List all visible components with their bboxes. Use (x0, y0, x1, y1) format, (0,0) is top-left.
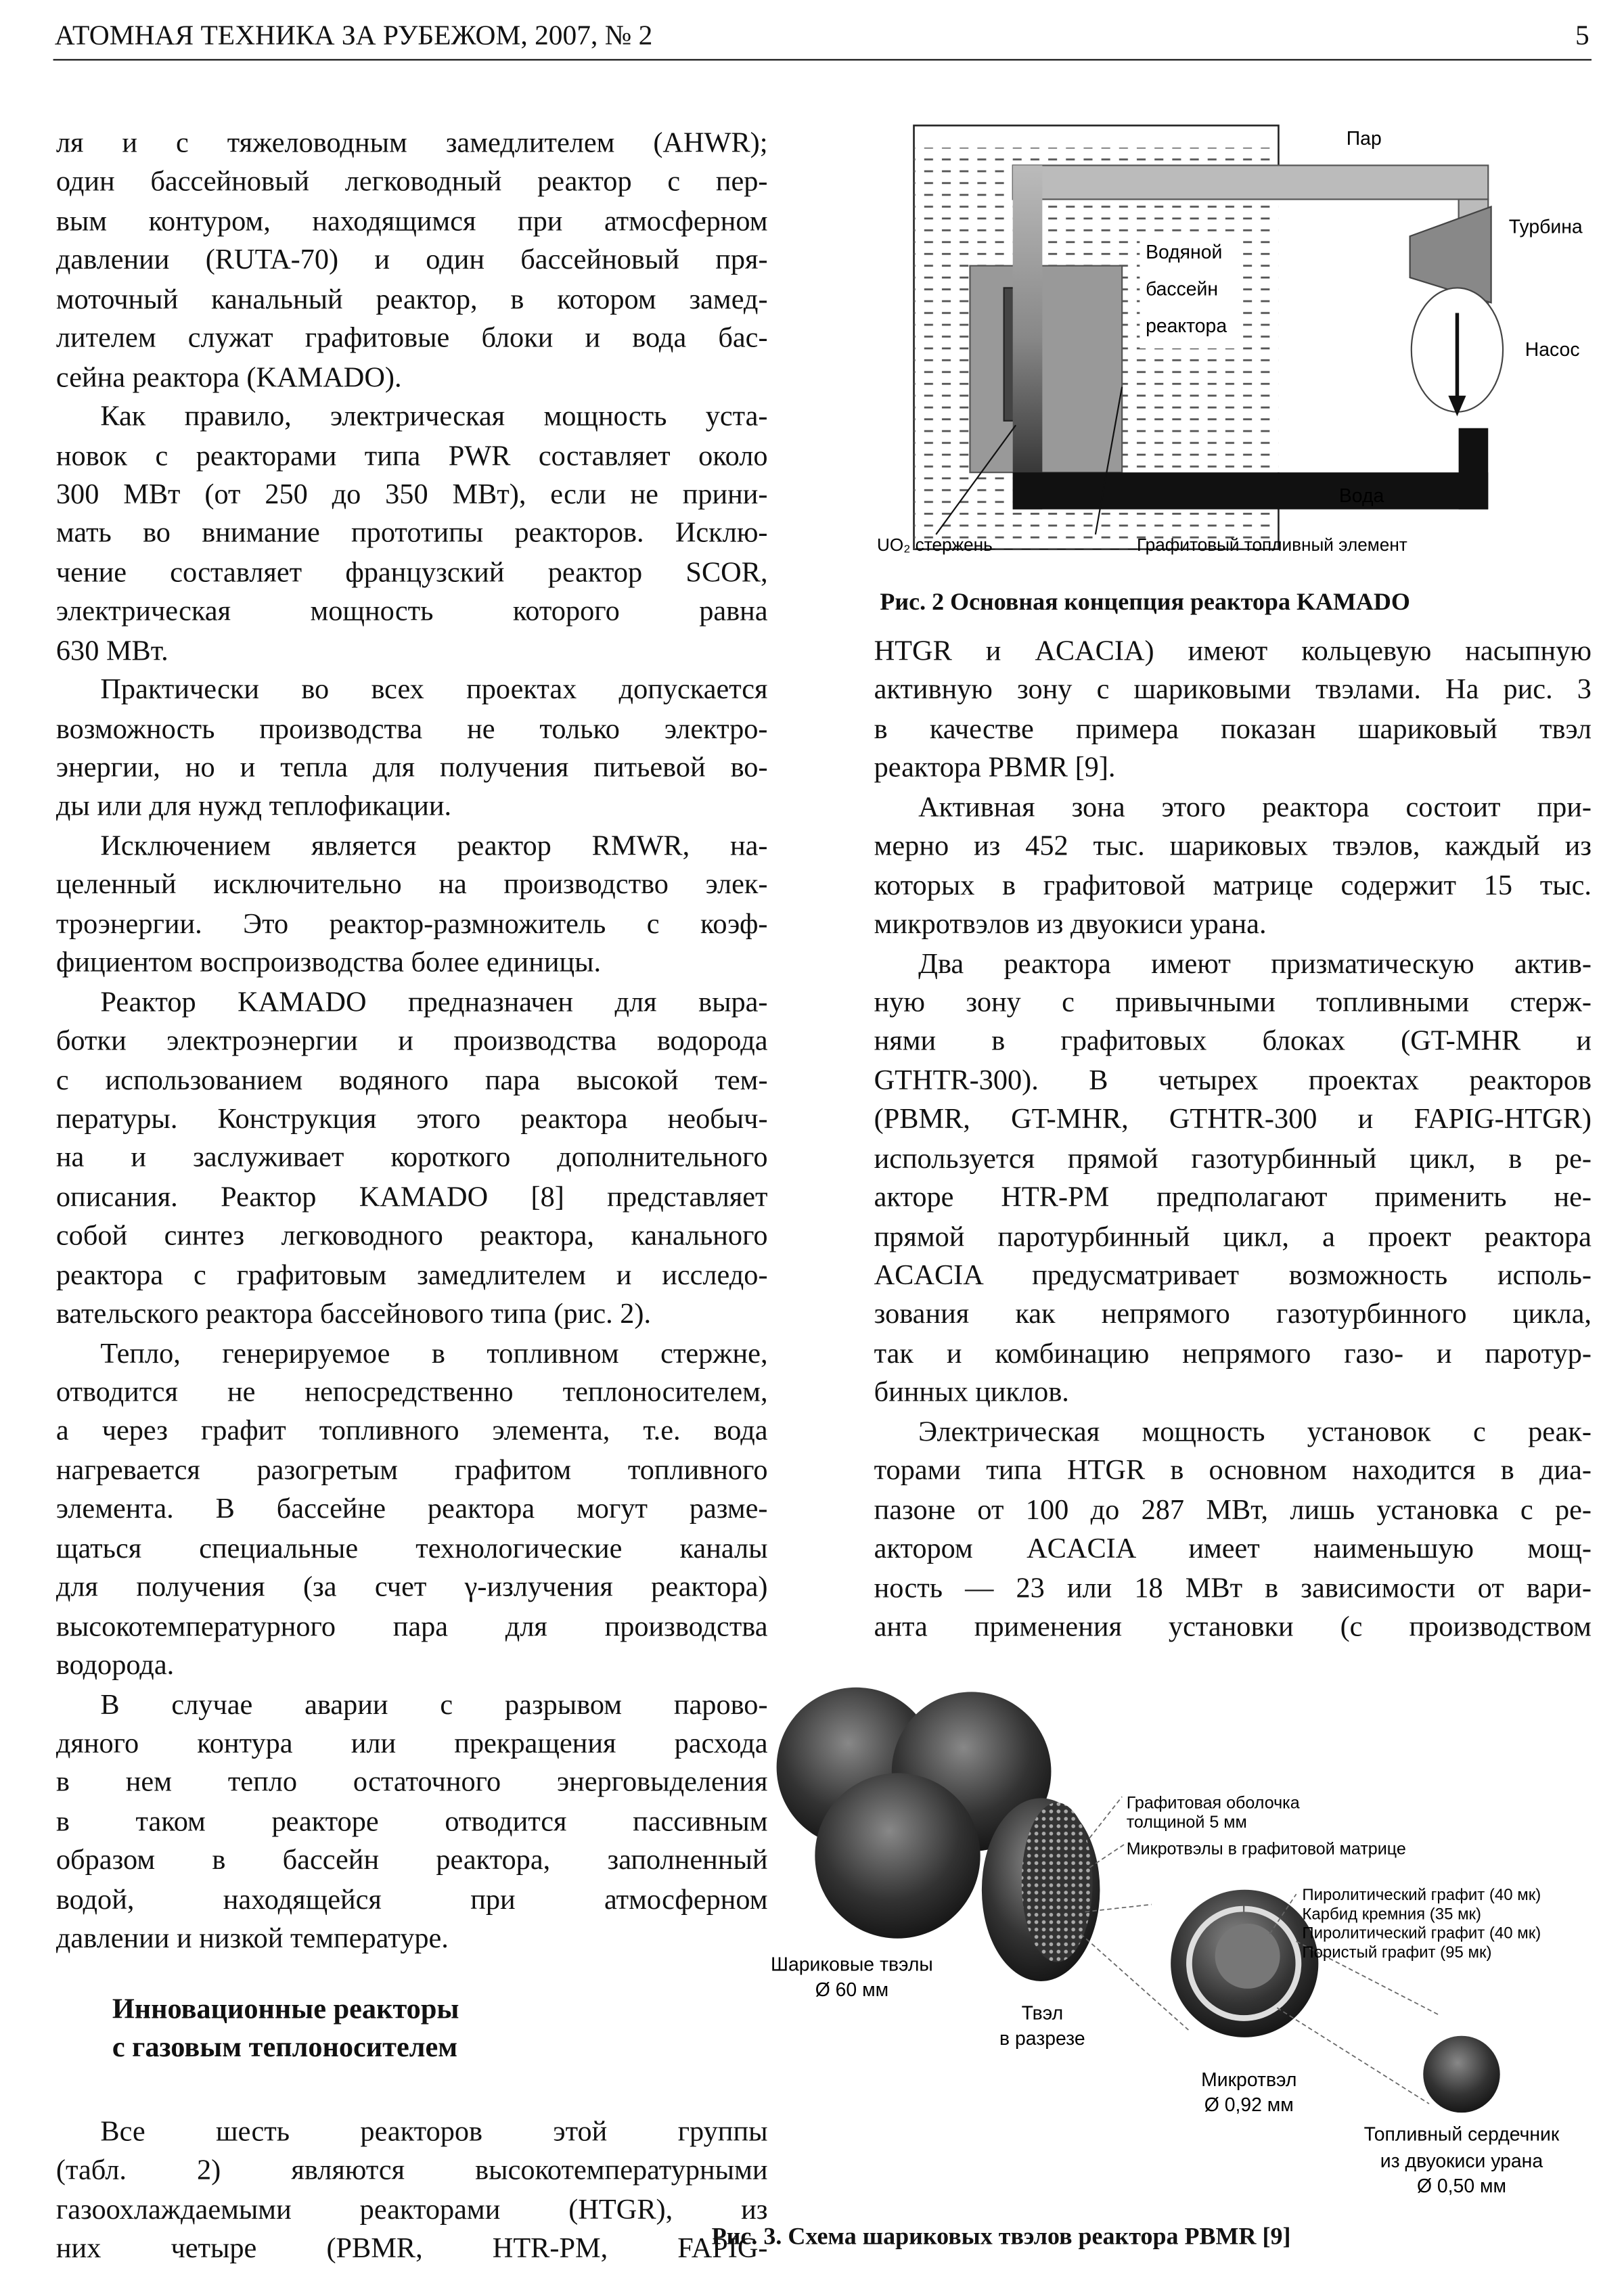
text-line: элемента. В бассейне реактора могут разме- (55, 1494, 768, 1526)
text-line: отводится не непосредственно теплоносителем, (55, 1377, 768, 1409)
text-line: используется прямой газотурбинный цикл, в ре- (874, 1144, 1592, 1175)
text-line: Тепло, генерируемое в топливном стержне, (100, 1338, 768, 1370)
text-line: актором ACACIA имеет наименьшую мощ- (874, 1534, 1592, 1565)
text-line: газоохлаждаемыми реакторами (HTGR), из (55, 2195, 768, 2226)
text-line: ботки электроэнергии и производства водорода (55, 1026, 768, 1058)
text-line: мать во внимание прототипы реакторов. Исклю- (55, 518, 768, 550)
water-pipe (1013, 472, 1489, 510)
text-line: в таком реакторе отводится пассивным (55, 1807, 768, 1838)
riser-pipe (1013, 165, 1043, 509)
text-line: ля и с тяжеловодным замедлителем (AHWR); (55, 128, 768, 160)
label-layer: Пиролитический графит (40 мк) (1302, 1924, 1541, 1943)
text-line: описания. Реактор KAMADO [8] представляет (55, 1182, 768, 1214)
section-heading (56, 1991, 768, 2069)
label-pool: реактора (1146, 315, 1227, 337)
text-line: образом в бассейн реактора, заполненный (55, 1845, 768, 1877)
label-steam: Пар (1346, 127, 1382, 150)
text-line: которых в графитовой матрице содержит 15 тыс. (874, 870, 1592, 902)
text-line: моточный канальный реактор, в котором замед- (55, 284, 768, 316)
text-line: 630 МВт. (55, 635, 168, 667)
text-line: вательского реактора бассейнового типа (рис. 2). (55, 1299, 652, 1331)
text-line: них четыре (PBMR, HTR-PM, FAPIG- (55, 2234, 768, 2265)
label-layer: Пористый графит (95 мк) (1302, 1943, 1492, 1962)
label-water: Вода (1338, 484, 1384, 507)
text-line: сейна реактора (KAMADO). (55, 362, 402, 394)
text-line: Активная зона этого реактора состоит при- (918, 792, 1592, 823)
text-line: новок с реакторами типа PWR составляет около (55, 441, 768, 472)
text-line: фициентом воспроизводства более единицы. (55, 948, 602, 979)
text-line: (PBMR, GT-MHR, GTHTR-300 и FAPIG-HTGR) (874, 1104, 1592, 1136)
text-line: Практически во всех проектах допускается (100, 675, 768, 706)
text-line: давлении (RUTA-70) и один бассейновый пря- (55, 245, 768, 277)
text-line: собой синтез легководного реактора, канального (55, 1221, 768, 1252)
label-micro: Микротвэл (1201, 2069, 1297, 2091)
label-balls: Ø 60 мм (815, 1979, 889, 2001)
text-line: Электрическая мощность установок с реак- (918, 1416, 1592, 1448)
text-line: Исключением является реактор RMWR, на- (100, 831, 768, 862)
text-line: Реактор KAMADO предназначен для выра- (100, 987, 768, 1018)
text-line: нагревается разогретым графитом топливного (55, 1455, 768, 1487)
text-line: ды или для нужд теплофикации. (55, 792, 452, 823)
text-line: вым контуром, находящимся при атмосферном (55, 206, 768, 238)
fuel-ball (815, 1773, 980, 1938)
steam-pipe (1013, 165, 1489, 199)
right-column (874, 633, 1592, 1648)
text-line: пературы. Конструкция этого реактора необыч- (55, 1104, 768, 1135)
text-line: торами типа HTGR в основном находится в диа- (874, 1455, 1592, 1487)
text-line: ную зону с привычными топливными стерж- (874, 987, 1592, 1019)
page-number: 5 (1575, 20, 1589, 52)
heading-line: с газовым теплоносителем (112, 2033, 458, 2065)
running-header: АТОМНАЯ ТЕХНИКА ЗА РУБЕЖОМ, 2007, № 2 (54, 20, 653, 52)
label-balls: Шариковые твэлы (770, 1953, 933, 1976)
text-line: (табл. 2) являются высокотемпературными (55, 2156, 768, 2188)
text-line: целенный исключительно на производство элек- (55, 870, 768, 901)
text-line: лителем служат графитовые блоки и вода бас- (55, 323, 768, 355)
text-line: так и комбинацию непрямого газо- и паротур- (874, 1338, 1592, 1370)
heading-line: Инновационные реакторы (112, 1994, 459, 2026)
text-line: давлении и низкой температуре. (55, 1924, 449, 1955)
text-line: ACACIA предусматривает возможность исполь- (874, 1261, 1592, 1292)
label-kernel: Топливный сердечник (1363, 2123, 1560, 2146)
text-line: прямой паротурбинный цикл, а проект реактора (874, 1221, 1592, 1253)
text-line: энергии, но и тепла для получения питьевой во- (55, 752, 768, 784)
graphite-fuel-element (970, 266, 1122, 472)
label-uo2-rod: UO₂ стержень (876, 534, 993, 555)
text-line: зования как непрямого газотурбинного цикла, (874, 1299, 1592, 1331)
label-matrix: Микротвэлы в графитовой матрице (1126, 1839, 1406, 1859)
label-layer: Пиролитический графит (40 мк) (1302, 1885, 1541, 1904)
label-section: в разрезе (999, 2027, 1085, 2050)
text-line: активную зону с шариковыми твэлами. На рис. 3 (874, 675, 1592, 706)
text-line: Все шесть реакторов этой группы (100, 2117, 768, 2148)
text-line: троэнергии. Это реактор-размножитель с коэф- (55, 909, 768, 941)
label-kernel: Ø 0,50 мм (1416, 2175, 1506, 2197)
text-line: пазоне от 100 до 287 МВт, лишь установка с ре- (874, 1495, 1592, 1527)
text-line: в качестве примера показан шариковый твэл (874, 714, 1592, 746)
text-line: водой, находящейся при атмосферном (55, 1884, 768, 1916)
text-line: чение составляет французский реактор SCOR, (55, 558, 768, 589)
text-line: реактора с графитовым замедлителем и исследо- (55, 1260, 768, 1292)
left-column-tail (56, 2114, 768, 2270)
text-line: реактора PBMR [9]. (874, 753, 1116, 785)
label-pool: Водяной (1146, 241, 1223, 263)
text-line: щаться специальные технологические каналы (55, 1533, 768, 1565)
text-line: с использованием водяного пара высокой тем- (55, 1065, 768, 1096)
label-pool: бассейн (1146, 278, 1219, 300)
text-line: возможность производства не только электро- (55, 714, 768, 745)
text-line: микротвэлов из двуокиси урана. (874, 909, 1267, 941)
label-pump: Насос (1525, 338, 1580, 361)
text-line: акторе HTR-PM предполагают применить не- (874, 1182, 1592, 1214)
text-line: водорода. (55, 1650, 175, 1682)
label-kernel: из двуокиси урана (1380, 2150, 1543, 2172)
text-line: HTGR и ACACIA) имеют кольцевую насыпную (874, 636, 1592, 668)
label-shell: Графитовая оболочка (1126, 1793, 1300, 1813)
text-line: один бассейновый легководный реактор с пер- (55, 167, 768, 199)
text-line: ность — 23 или 18 МВт в зависимости от вари- (874, 1573, 1592, 1604)
text-line: нями в графитовых блоках (GT-MHR и (874, 1026, 1592, 1058)
figure-2-caption: Рис. 2 Основная концепция реактора KAMADO (880, 587, 1410, 616)
figure-3-pbmr-fuel-diagram (708, 1661, 1609, 2222)
text-line: а через графит топливного элемента, т.е. вода (55, 1416, 768, 1448)
text-line: высокотемпературного пара для производства (55, 1611, 768, 1643)
text-line: GTHTR-300). В четырех проектах реакторов (874, 1065, 1592, 1097)
text-line: на и заслуживает короткого дополнительного (55, 1143, 768, 1175)
label-turbine: Турбина (1508, 216, 1583, 238)
text-line: бинных циклов. (874, 1378, 1069, 1409)
label-layer: Карбид кремния (35 мк) (1302, 1905, 1482, 1924)
label-fuel-element: Графитовый топливный элемент (1136, 534, 1407, 555)
text-line: в нем тепло остаточного энерговыделения (55, 1767, 768, 1799)
label-shell: толщиной 5 мм (1126, 1813, 1247, 1832)
text-line: Два реактора имеют призматическую актив- (918, 948, 1592, 980)
figure-2-kamado-diagram (0, 0, 1624, 620)
text-line: Как правило, электрическая мощность уста- (100, 401, 768, 433)
text-line: мерно из 452 тыс. шариковых твэлов, каждый из (874, 831, 1592, 863)
label-micro: Ø 0,92 мм (1204, 2094, 1294, 2116)
text-line: В случае аварии с разрывом парово- (100, 1690, 768, 1721)
fuel-kernel (1423, 2036, 1499, 2113)
label-section: Твэл (1021, 2002, 1064, 2025)
text-line: анта применения установки (с производством (874, 1612, 1592, 1644)
figure-3-caption: Рис. 3. Схема шариковых твэлов реактора PBMR [9] (711, 2221, 1291, 2251)
text-line: 300 МВт (от 250 до 350 МВт), если не прини- (55, 479, 768, 511)
text-line: для получения (за счет γ-излучения реактора) (55, 1573, 768, 1604)
text-line: дяного контура или прекращения расхода (55, 1728, 768, 1760)
text-line: электрическая мощность которого равна (55, 596, 768, 628)
